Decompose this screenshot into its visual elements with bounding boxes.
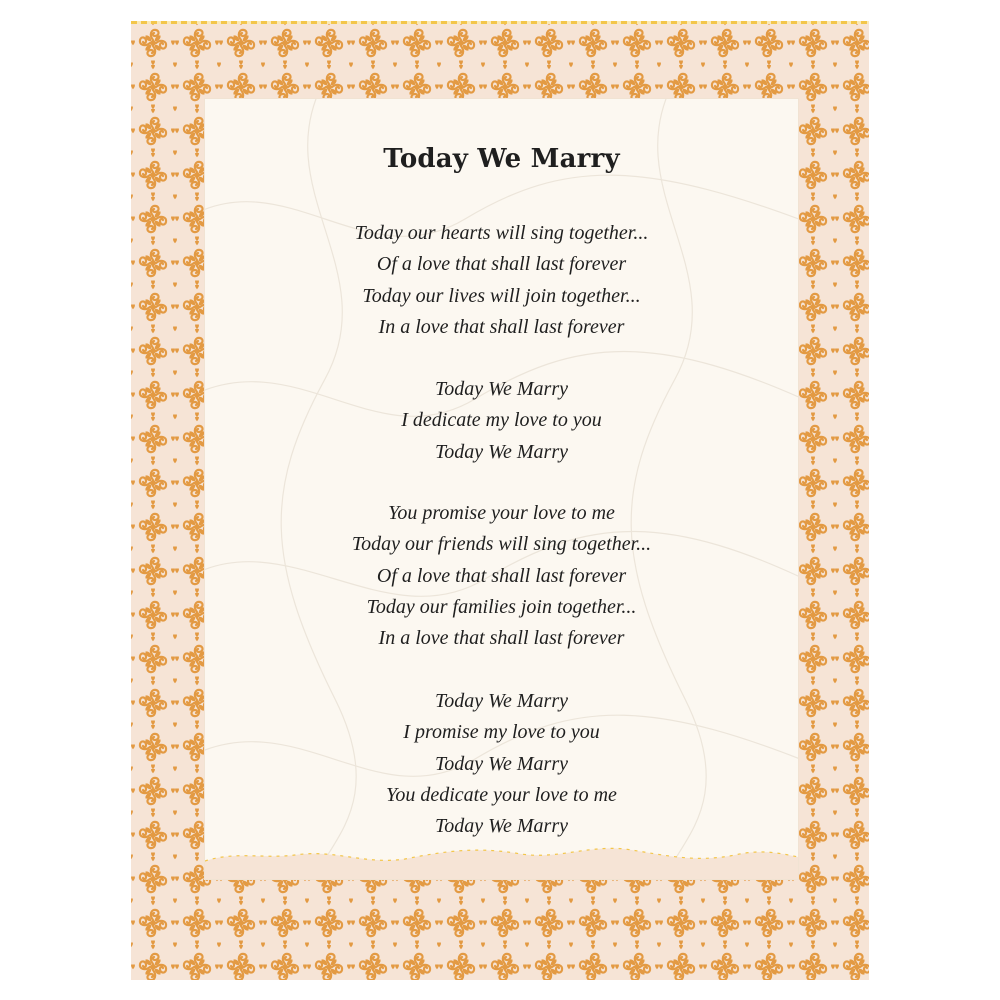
poem-line: Of a love that shall last forever xyxy=(376,564,627,587)
poem-line: Today We Marry xyxy=(435,378,568,400)
poem-title: Today We Marry xyxy=(383,144,620,174)
poem-line: I dedicate my love to you xyxy=(401,409,602,432)
poem-line: You promise your love to me xyxy=(388,502,615,524)
poem-line: In a love that shall last forever xyxy=(378,315,625,338)
poem-line: Today our lives will join together... xyxy=(362,284,641,307)
poem-line: Today our friends will sing together... xyxy=(351,533,652,556)
gold-top-edge xyxy=(131,21,869,24)
scalloped-bottom-edge xyxy=(205,839,798,879)
poem-line: Today our families join together... xyxy=(366,595,637,618)
poem-line: Today We Marry xyxy=(435,690,568,712)
stanza xyxy=(205,218,798,343)
poem-line: You dedicate your love to me xyxy=(386,783,617,806)
poem-line: I promise my love to you xyxy=(403,721,600,744)
stanza xyxy=(205,686,798,842)
poem-line: Today We Marry xyxy=(435,440,568,463)
poem-line: In a love that shall last forever xyxy=(378,627,625,650)
poem-line: Today our hearts will sing together... xyxy=(354,222,649,244)
poem-line: Today We Marry xyxy=(435,815,568,838)
stanza xyxy=(205,374,798,468)
poem-line: Today We Marry xyxy=(435,752,568,775)
poem-card xyxy=(131,21,869,980)
poem-panel xyxy=(205,99,798,879)
stanza xyxy=(205,498,798,654)
poem-line: Of a love that shall last forever xyxy=(376,253,627,276)
